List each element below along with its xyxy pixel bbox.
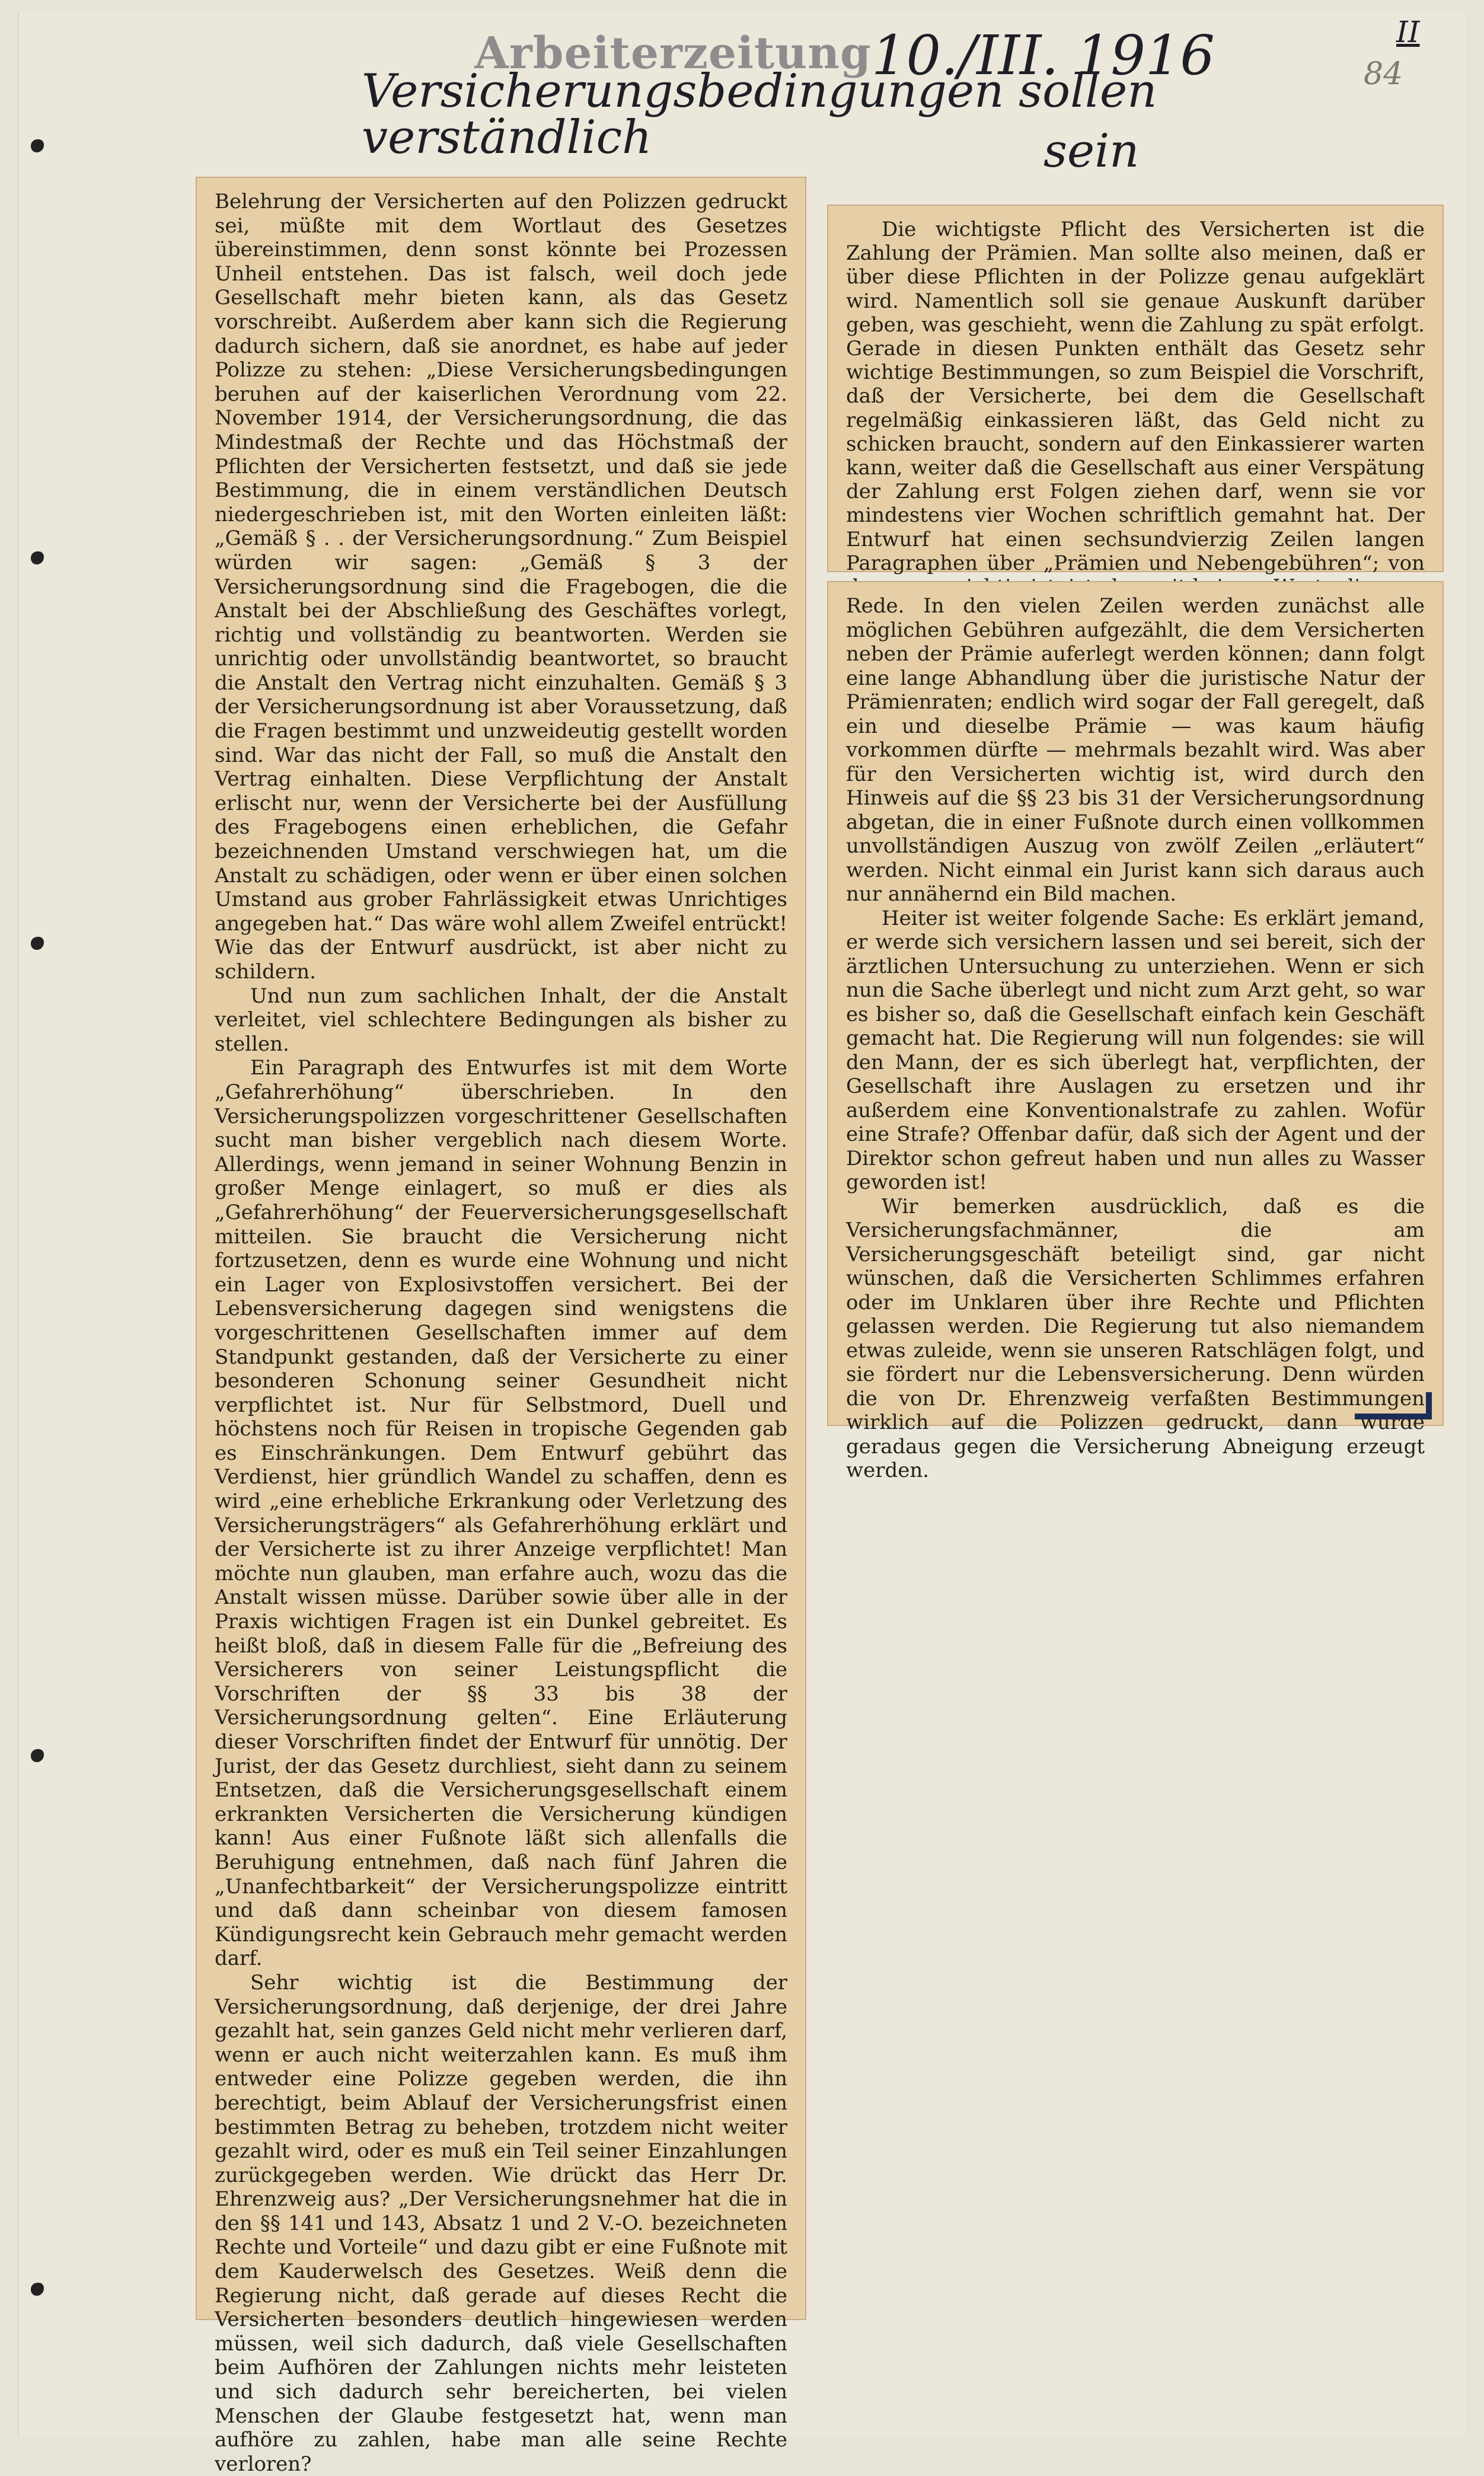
article-paragraph: Belehrung der Versicherten auf den Polizzen gedruckt sei, müßte mit dem Wortlaut des Gesetzes übereinstimmen, denn sonst könnte bei Prozessen Unheil entstehen. Das ist falsch, weil doch jede Gesellschaft mehr bieten kann, als das Gesetz vorschreibt. Außerdem aber kann sich die Regierung dadurch sichern, daß sie anordnet, es habe auf jeder Polizze zu stehen: „Diese Versicherungsbedingungen beruhen auf der kaiserlichen Verordnung vom 22. November 1914, der Versicherungsordnung, die das Mindestmaß der Rechte und das Höchstmaß der Pflichten der Versicherten festsetzt, und daß sie jede Bestimmung, die in einem verständlichen Deutsch niedergeschrieben ist, mit den Worten einleiten läßt: „Gemäß § . . der Versicherungsordnung.“ Zum Beispiel würden wir sagen: „Gemäß § 3 der Versicherungsordnung sind die Fragebogen, die die Anstalt bei der Abschließung des Geschäftes vorlegt, richtig und vollständig zu beantworten. Werden sie unrichtig oder unvollständig beantwortet, so braucht die Anstalt den Vertrag nicht einzuhalten. Gemäß § 3 der Versicherungsordnung ist aber Voraussetzung, daß die Fragen bestimmt und unzweideutig gestellt worden sind. War das nicht der Fall, so muß die Anstalt den Vertrag einhalten. Diese Verpflichtung der Anstalt erlischt nur, wenn der Versicherte bei der Ausfüllung des Fragebogens einen erheblichen, die Gefahr bezeichnenden Umstand verschwiegen hat, um die Anstalt zu schädigen, oder wenn er über einen solchen Umstand aus grober Fahrlässigkeit etwas Unrichtiges angegeben hat.“ Das wäre wohl allem Zweifel entrückt! Wie das der Entwurf ausdrückt, ist aber nicht zu schildern. [215,190,787,984]
article-paragraph: Rede. In den vielen Zeilen werden zunächst alle möglichen Gebühren aufgezählt, die dem Versicherten neben der Prämie auferlegt werden können; dann folgt eine lange Abhandlung über die juristische Natur der Prämienraten; endlich wird sogar der Fall geregelt, daß ein und dieselbe Prämie — was kaum häufig vorkommen dürfte — mehrmals bezahlt wird. Was aber für den Versicherten wichtig ist, wird durch den Hinweis auf die §§ 23 bis 31 der Versicherungsordnung abgetan, die in einer Fußnote durch einen vollkommen unvollständigen Auszug von zwölf Zeilen „erläutert“ werden. Nicht einmal ein Jurist kann sich daraus auch nur annähernd ein Bild machen. [846,594,1425,906]
folio-number: 84 [1364,56,1403,92]
punch-hole [31,937,44,950]
clipping-right-top [827,205,1444,575]
clipping-right-bottom [827,581,1444,1482]
article-paragraph: Wir bemerken ausdrücklich, daß es die Versicherungsfachmänner, die am Versicherungsgeschäft beteiligt sind, gar nicht wünschen, daß die Versicherten Schlimmes erfahren oder im Unklaren über ihre Rechte und Pflichten gelassen werden. Die Regierung tut also niemandem etwas zuleide, wenn sie unseren Ratschlägen folgt, und sie fördert nur die Lebensversicherung. Denn würden die von Dr. Ehrenzweig verfaßten Bestimmungen wirklich auf die Polizzen gedruckt, dann würde geradaus gegen die Versicherung Abneigung erzeugt werden. [846,1194,1425,1482]
article-paragraph: Und nun zum sachlichen Inhalt, der die Anstalt verleitet, viel schlechtere Bedingungen als bisher zu stellen. [215,984,787,1056]
article-paragraph: Sehr wichtig ist die Bestimmung der Versicherungsordnung, daß derjenige, der drei Jahre gezahlt hat, sein ganzes Geld nicht mehr verlieren darf, wenn er auch nicht weiterzahlen kann. Es muß ihm entweder eine Polizze gegeben werden, die ihn berechtigt, beim Ablauf der Versicherungsfrist einen bestimmten Betrag zu beheben, trotzdem nicht weiter gezahlt wird, oder es muß ein Teil seiner Einzahlungen zurückgegeben werden. Wie drückt das Herr Dr. Ehrenzweig aus? „Der Versicherungsnehmer hat die in den §§ 141 und 143, Absatz 1 und 2 V.-O. bezeichneten Rechte und Vorteile“ und dazu gibt er eine Fußnote mit dem Kauderwelsch des Gesetzes. Weiß denn die Regierung nicht, daß gerade auf dieses Recht die Versicherten besonders deutlich hingewiesen werden müssen, weil sich dadurch, daß viele Gesellschaften beim Aufhören der Zahlungen nichts mehr leisteten und sich dadurch sehr bereicherten, bei vielen Menschen der Glaube festgesetzt hat, wenn man aufhöre zu zahlen, habe man alle seine Rechte verloren? [215,1970,787,2476]
end-mark [1355,1392,1432,1419]
clipping-left-column [196,177,806,2476]
article-paragraph: Heiter ist weiter folgende Sache: Es erklärt jemand, er werde sich versichern lassen und sei bereit, sich der ärztlichen Untersuchung zu unterziehen. Wenn er sich nun die Sache überlegt und nicht zum Arzt geht, so war es bisher so, daß die Gesellschaft einfach kein Geschäft gemacht hat. Die Regierung will nun folgendes: sie will den Mann, der es sich überlegt hat, verpflichten, der Gesellschaft ihre Auslagen zu ersetzen und ihr außerdem eine Konventionalstrafe zu zahlen. Wofür eine Strafe? Offenbar dafür, daß sich der Agent und der Direktor schon gefreut haben und nun alles zu Wasser geworden ist! [846,906,1425,1194]
article-paragraph: Die wichtigste Pflicht des Versicherten ist die Zahlung der Prämien. Man sollte also meinen, daß er über diese Pflichten in der Polizze genau aufgeklärt wird. Namentlich soll sie genaue Auskunft darüber geben, was geschieht, wenn die Zahlung zu spät erfolgt. Gerade in diesen Punkten enthält das Gesetz sehr wichtige Bestimmungen, so zum Beispiel die Vorschrift, daß der Versicherte, bei dem die Gesellschaft regelmäßig einkassieren läßt, das Geld nicht zu schicken braucht, sondern auf den Einkassierer warten kann, weiter daß die Gesellschaft aus einer Verspätung der Zahlung erst Folgen ziehen darf, wenn sie vor mindestens vier Wochen schriftlich gemahnt hat. Der Entwurf hat einen sechsundvierzig Zeilen langen Paragraphen über „Prämien und Nebengebühren“; von [846,218,1425,575]
article-paragraph: Ein Paragraph des Entwurfes ist mit dem Worte „Gefahrerhöhung“ überschrieben. In den Versicherungspolizzen vorgeschrittener Gesellschaften sucht man bisher vergeblich nach diesem Worte. Allerdings, wenn jemand in seiner Wohnung Benzin in großer Menge einlagert, so muß er dies als „Gefahrerhöhung“ der Feuerversicherungsgesellschaft mitteilen. Sie braucht die Versicherung nicht fortzusetzen, denn es wurde eine Wohnung und nicht ein Lager von Explosivstoffen versichert. Bei der Lebensversicherung dagegen sind wenigstens die vorgeschrittenen Gesellschaften immer auf dem Standpunkt gestanden, daß der Versicherte zu einer besonderen Schonung seiner Gesundheit nicht verpflichtet ist. Nur für Selbstmord, Duell und höchstens noch für Reisen in tropische Gegenden gab es Einschränkungen. Dem Entwurf gebührt das Verdienst, hier gründlich Wandel zu schaffen, denn es wird „eine erhebliche Erkrankung oder Verletzung des Versicherungsträgers“ als Gefahrerhöhung erklärt und der Versicherte ist zu ihrer Anzeige verpflichtet! Man möchte nun glauben, man erfahre auch, wozu das die Anstalt wissen müsse. Darüber sowie über alle in der Praxis wichtigen Fragen ist ein Dunkel gebreitet. Es heißt bloß, daß in diesem Falle für die „Befreiung des Versicherers von seiner Leistungspflicht die Vorschriften der §§ 33 bis 38 der Versicherungsordnung gelten“. Eine Erläuterung dieser Vorschriften findet der Entwurf für unnötig. Der Jurist, der das Gesetz durchliest, sieht dann zu seinem Entsetzen, daß die Versicherungsgesellschaft einem erkrankten Versicherten die Versicherung kündigen kann! Aus einer Fußnote läßt sich allenfalls die Beruhigung entnehmen, daß nach fünf Jahren die „Unanfechtbarkeit“ der Versicherungspolizze eintritt und daß dann scheinbar von diesem famosen Kündigungsrecht kein Gebrauch mehr gemacht werden darf. [215,1056,787,1971]
folio-mark: II [1396,15,1420,49]
punch-hole [31,139,44,152]
handwritten-heading: Versicherungsbedingungen sollen verständlich [362,65,1157,164]
handwritten-date: 10./III. 1916 [872,24,1215,87]
punch-hole [31,551,44,564]
handwritten-heading-continued: sein [1043,125,1140,178]
newspaper-stamp: Arbeiterzeitung [474,28,872,79]
punch-hole [31,2283,44,2296]
punch-hole [31,1749,44,1762]
